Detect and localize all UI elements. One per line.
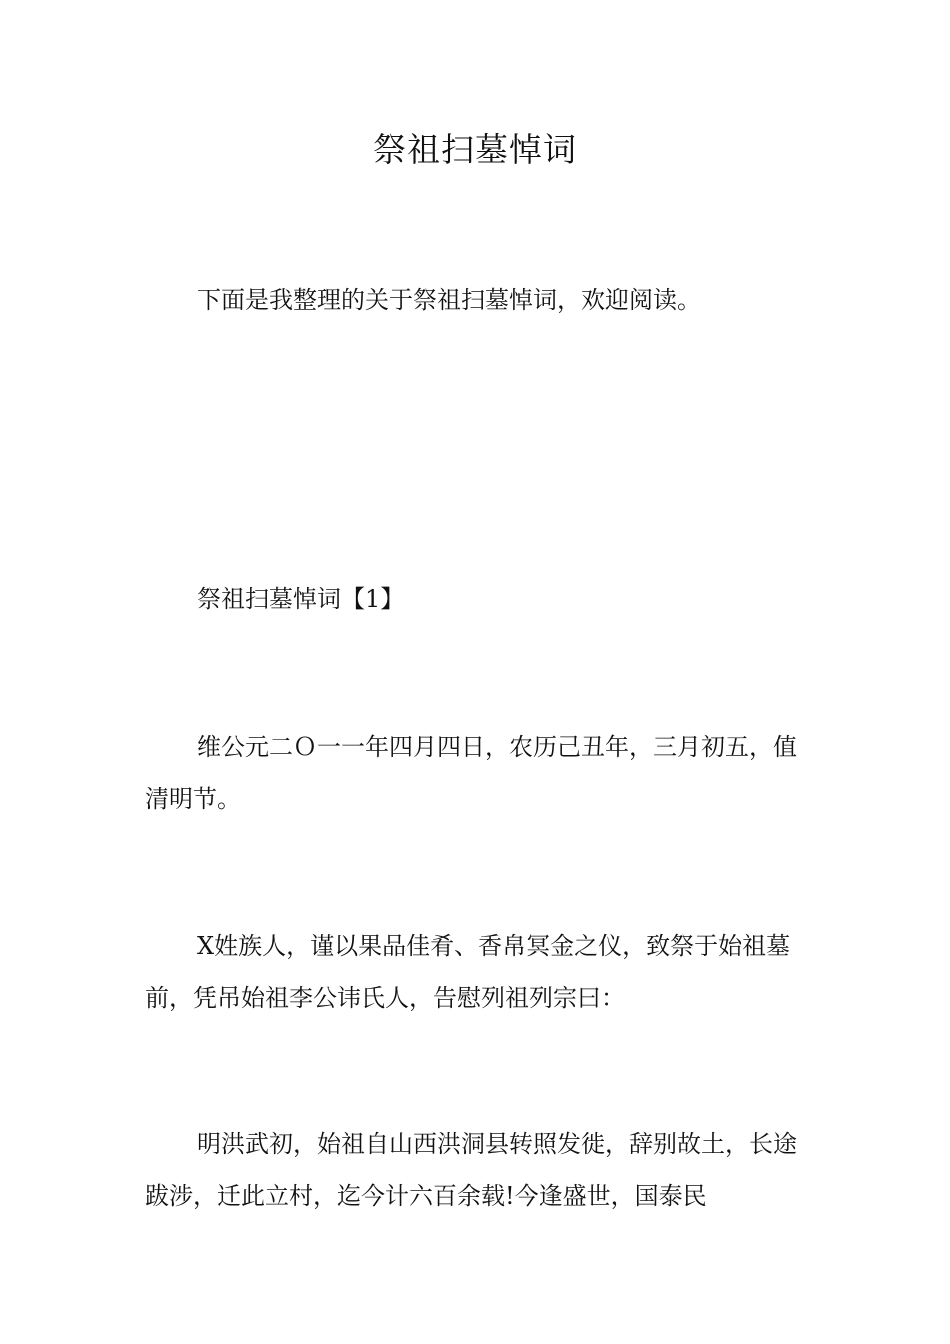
body-paragraph: 明洪武初，始祖自山西洪洞县转照发徙，辞别故土，长途跋涉，迁此立村，迄今计六百余载!今逢盛世，国泰民: [145, 1130, 797, 1210]
document-title: 祭祖扫墓悼词: [373, 130, 577, 169]
body-paragraph: 维公元二Ｏ一一年四月四日，农历己丑年，三月初五，值清明节。: [145, 733, 797, 813]
body-paragraph: X姓族人，谨以果品佳肴、香帛冥金之仪，致祭于始祖墓前，凭吊始祖李公讳氏人，告慰列祖列宗曰：: [145, 932, 791, 1012]
intro-paragraph: 下面是我整理的关于祭祖扫墓悼词，欢迎阅读。: [197, 286, 701, 314]
section-heading: 祭祖扫墓悼词【1】: [197, 585, 405, 613]
